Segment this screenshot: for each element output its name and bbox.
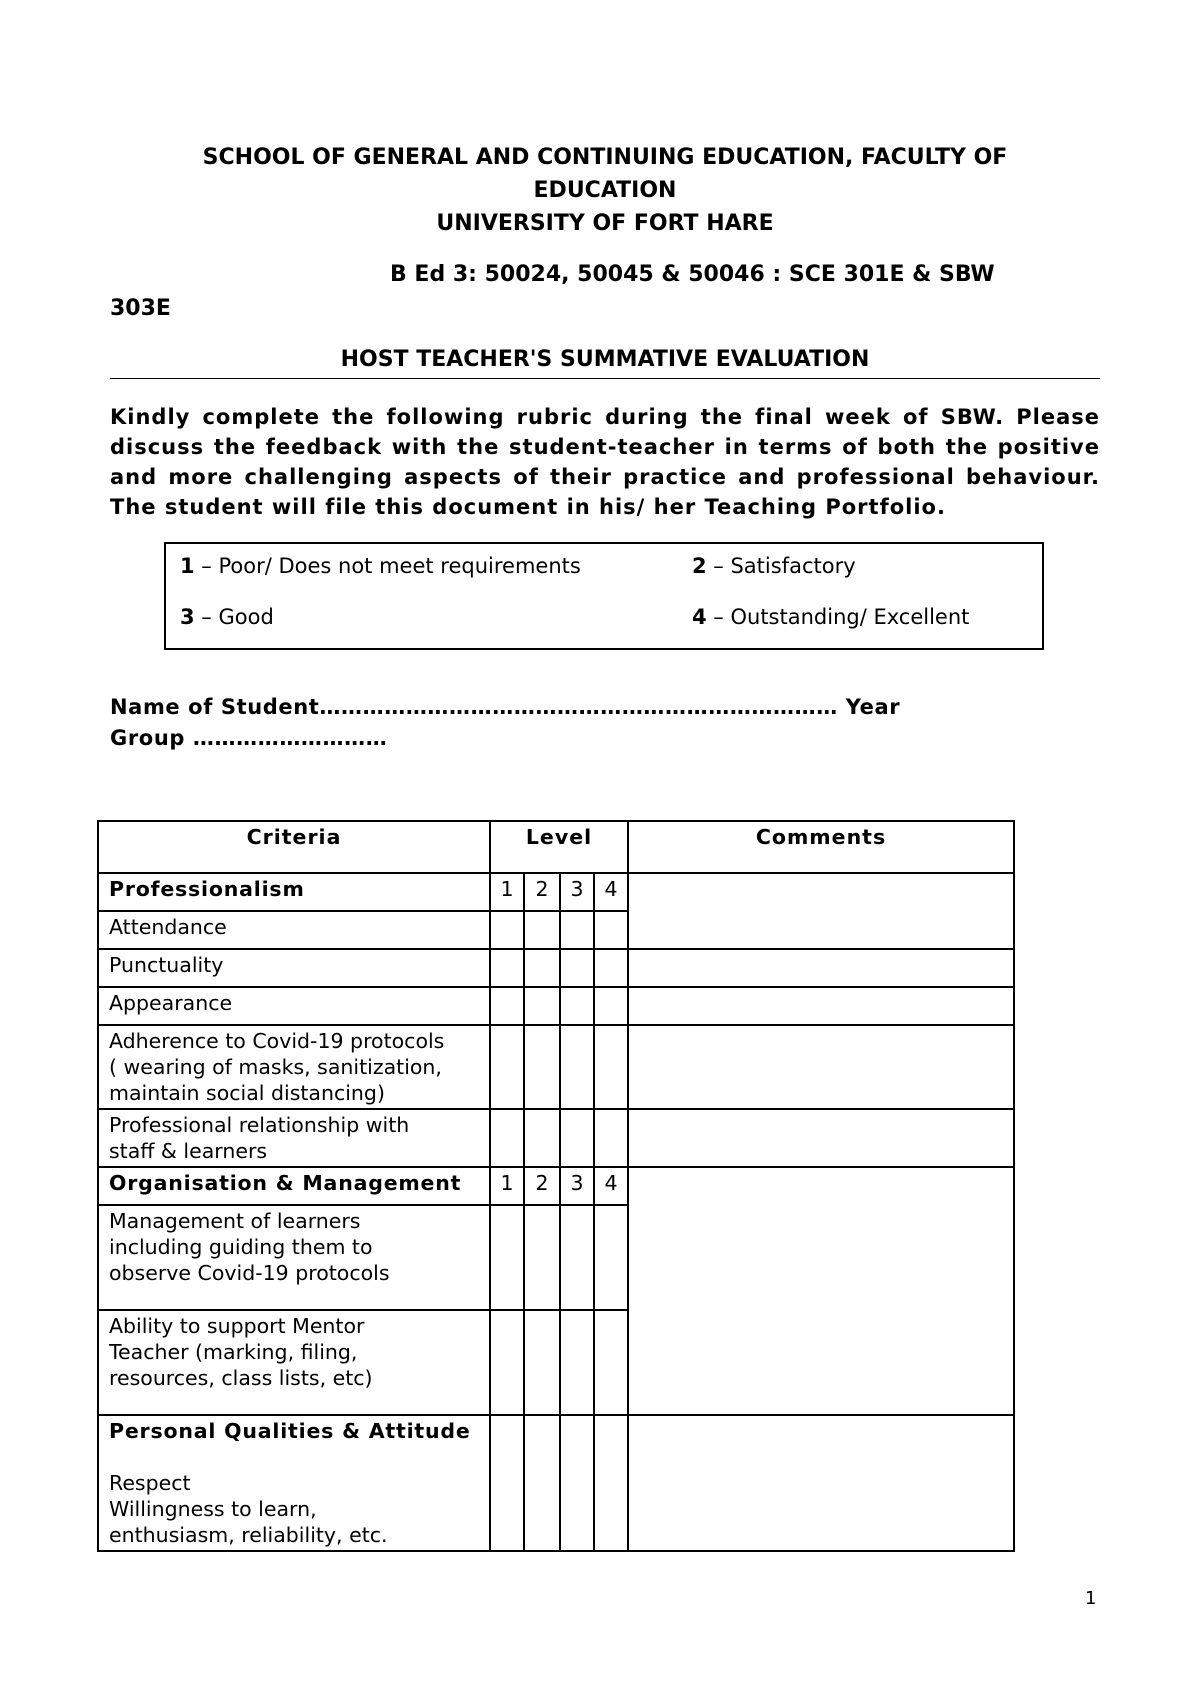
comments-cell[interactable]: [628, 1415, 1014, 1551]
level-1-label: 1: [490, 873, 524, 911]
level-cell[interactable]: [524, 911, 560, 949]
level-cell[interactable]: [594, 1415, 628, 1551]
level-cell[interactable]: [594, 1310, 628, 1415]
criterion-text-line: ( wearing of masks, sanitization,: [109, 1055, 442, 1079]
level-cell[interactable]: [524, 1025, 560, 1109]
legend-item-3: [180, 605, 274, 629]
level-cell[interactable]: [490, 949, 524, 987]
section-row-organisation: [98, 1167, 1014, 1205]
level-cell[interactable]: [524, 1415, 560, 1551]
level-cell[interactable]: [524, 949, 560, 987]
level-cell[interactable]: [490, 987, 524, 1025]
rating-scale-legend: [164, 542, 1044, 650]
comments-header: Comments: [628, 821, 1014, 873]
level-cell[interactable]: [524, 1310, 560, 1415]
level-cell[interactable]: [560, 949, 594, 987]
table-header-row: [98, 821, 1014, 873]
level-cell[interactable]: [560, 987, 594, 1025]
criterion-covid-adherence: [98, 1025, 490, 1109]
criterion-text-line: maintain social distancing): [109, 1081, 385, 1105]
table-row: [98, 949, 1014, 987]
section-title-personal: Personal Qualities & Attitude: [109, 1419, 471, 1443]
course-codes-line-a: B Ed 3: 50024, 50045 & 50046 : SCE 301E & SBW: [390, 262, 995, 287]
legend-item-1-number: 1: [180, 554, 195, 578]
criterion-personal-qualities: [98, 1415, 490, 1551]
comments-cell[interactable]: [628, 1025, 1014, 1109]
level-cell[interactable]: [560, 1415, 594, 1551]
institution-heading-line-2: EDUCATION: [533, 178, 677, 203]
section-row-personal-qualities: [98, 1415, 1014, 1551]
level-cell[interactable]: [490, 1109, 524, 1167]
level-cell[interactable]: [594, 1025, 628, 1109]
institution-heading-line-1: SCHOOL OF GENERAL AND CONTINUING EDUCATION, FACULTY OF: [202, 145, 1008, 170]
level-header: Level: [490, 821, 628, 873]
evaluation-rubric-table: [97, 820, 1015, 1552]
instructions-line-1: Kindly complete the following rubric during the final week of SBW. Please: [110, 405, 1100, 429]
level-cell[interactable]: [560, 1205, 594, 1310]
comments-cell[interactable]: [628, 1109, 1014, 1167]
legend-item-2-text: – Satisfactory: [706, 554, 856, 578]
criteria-header: Criteria: [98, 821, 490, 873]
comments-cell[interactable]: [628, 1167, 1014, 1415]
criterion-text-line: Adherence to Covid-19 protocols: [109, 1029, 445, 1053]
level-cell[interactable]: [594, 949, 628, 987]
criterion-professional-relationship: [98, 1109, 490, 1167]
course-codes-line-b: 303E: [110, 296, 171, 321]
criterion-respect: Respect: [109, 1471, 191, 1495]
level-cell[interactable]: [524, 1109, 560, 1167]
criterion-text-line: observe Covid-19 protocols: [109, 1261, 390, 1285]
criterion-text-line: Willingness to learn,: [109, 1497, 317, 1521]
criterion-appearance: Appearance: [98, 987, 490, 1025]
page-number: 1: [1085, 1588, 1097, 1609]
level-cell[interactable]: [560, 1025, 594, 1109]
criterion-attendance: Attendance: [98, 911, 490, 949]
section-title-organisation: Organisation & Management: [98, 1167, 490, 1205]
comments-cell[interactable]: [628, 873, 1014, 949]
evaluation-title: HOST TEACHER'S SUMMATIVE EVALUATION: [340, 347, 870, 372]
criterion-text-line: including guiding them to: [109, 1235, 373, 1259]
level-2-label: 2: [524, 1167, 560, 1205]
university-name: UNIVERSITY OF FORT HARE: [436, 211, 774, 236]
level-cell[interactable]: [524, 1205, 560, 1310]
instructions-line-4: The student will file this document in his/ her Teaching Portfolio.: [110, 495, 946, 519]
section-title-professionalism: Professionalism: [98, 873, 490, 911]
level-cell[interactable]: [490, 911, 524, 949]
level-cell[interactable]: [594, 1109, 628, 1167]
legend-item-1-text: – Poor/ Does not meet requirements: [194, 554, 581, 578]
legend-item-3-number: 3: [180, 605, 195, 629]
legend-item-4-text: – Outstanding/ Excellent: [706, 605, 970, 629]
spacer: [109, 1444, 479, 1470]
criterion-mentor-support: [98, 1310, 490, 1415]
instructions-paragraph: [110, 402, 1100, 522]
table-row: [98, 1025, 1014, 1109]
legend-item-4: [692, 605, 969, 629]
level-cell[interactable]: [490, 1025, 524, 1109]
level-3-label: 3: [560, 873, 594, 911]
title-divider: [110, 378, 1100, 379]
level-1-label: 1: [490, 1167, 524, 1205]
criterion-text-line: Professional relationship with: [109, 1113, 410, 1137]
comments-cell[interactable]: [628, 949, 1014, 987]
criterion-text-line: enthusiasm, reliability, etc.: [109, 1523, 388, 1547]
level-3-label: 3: [560, 1167, 594, 1205]
level-cell[interactable]: [594, 987, 628, 1025]
comments-cell[interactable]: [628, 987, 1014, 1025]
table-row: [98, 1109, 1014, 1167]
level-cell[interactable]: [490, 1415, 524, 1551]
level-cell[interactable]: [594, 911, 628, 949]
level-cell[interactable]: [560, 911, 594, 949]
level-4-label: 4: [594, 1167, 628, 1205]
criterion-learner-management: [98, 1205, 490, 1310]
table-row: [98, 987, 1014, 1025]
level-cell[interactable]: [490, 1310, 524, 1415]
legend-item-4-number: 4: [692, 605, 707, 629]
criterion-text-line: Management of learners: [109, 1209, 361, 1233]
criterion-text-line: Teacher (marking, filing,: [109, 1340, 358, 1364]
student-group-field[interactable]: Group ………………………: [110, 726, 388, 750]
level-cell[interactable]: [490, 1205, 524, 1310]
criterion-punctuality: Punctuality: [98, 949, 490, 987]
level-cell[interactable]: [560, 1310, 594, 1415]
instructions-line-2: discuss the feedback with the student-teacher in terms of both the positive: [110, 435, 1100, 459]
student-name-year-field[interactable]: Name of Student……………………………………………………………… Year: [110, 695, 901, 719]
level-2-label: 2: [524, 873, 560, 911]
level-cell[interactable]: [594, 1205, 628, 1310]
legend-item-3-text: – Good: [194, 605, 274, 629]
level-4-label: 4: [594, 873, 628, 911]
criterion-text-line: Ability to support Mentor: [109, 1314, 365, 1338]
section-row-professionalism: [98, 873, 1014, 911]
criterion-text-line: staff & learners: [109, 1139, 268, 1163]
legend-item-2-number: 2: [692, 554, 707, 578]
criterion-text-line: resources, class lists, etc): [109, 1366, 373, 1390]
legend-item-1: [180, 554, 581, 578]
student-info-fields: [110, 692, 1100, 754]
level-cell[interactable]: [524, 987, 560, 1025]
legend-item-2: [692, 554, 856, 578]
level-cell[interactable]: [560, 1109, 594, 1167]
instructions-line-3: and more challenging aspects of their practice and professional behaviour.: [110, 465, 1100, 489]
